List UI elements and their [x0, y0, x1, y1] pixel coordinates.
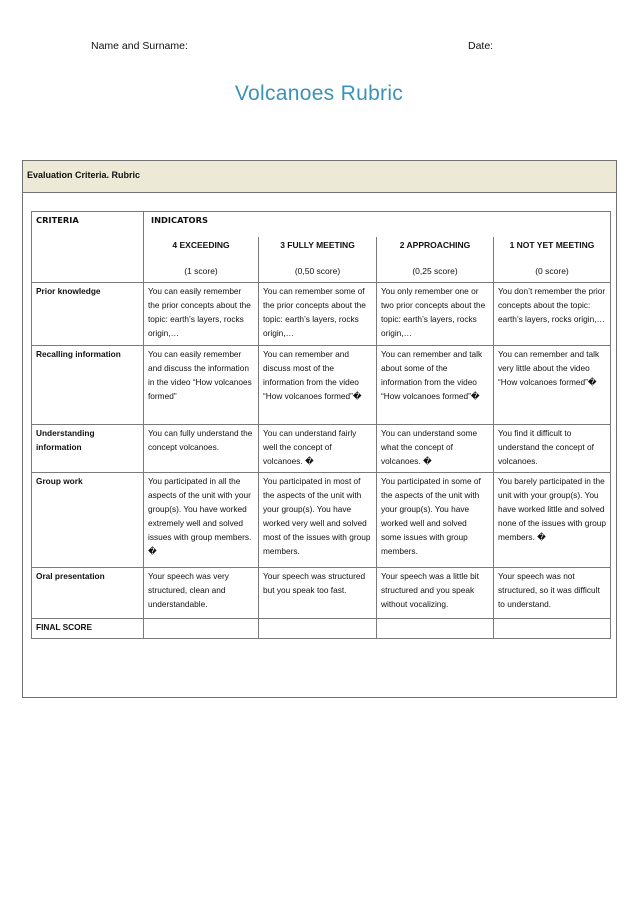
indicator-cell: You can understand some what the concept of volcanoes. �	[377, 425, 494, 473]
levels-row	[32, 237, 611, 283]
indicator-cell: You don’t remember the prior concepts about the topic: earth’s layers, rocks origin,…	[494, 283, 611, 346]
criterion-cell: Recalling information	[32, 346, 144, 425]
level-cell	[377, 237, 494, 283]
criteria-header: CRITERIA	[32, 212, 144, 237]
indicator-cell: You can remember some of the prior concepts about the topic: earth’s layers, rocks origin,…	[259, 283, 377, 346]
indicators-header: INDICATORS	[144, 212, 611, 237]
level-score: (0,25 score)	[412, 265, 458, 276]
final-score-label: FINAL SCORE	[32, 619, 144, 639]
table-row	[32, 473, 611, 568]
name-surname-label: Name and Surname:	[91, 40, 188, 52]
table-row	[32, 283, 611, 346]
rubric-box	[22, 160, 617, 698]
indicator-cell: You can easily remember the prior concepts about the topic: earth’s layers, rocks origin,…	[144, 283, 259, 346]
table-header-row	[32, 212, 611, 237]
indicator-cell: You participated in all the aspects of the unit with your group(s). You have worked extremely well and solved issues with group members. �	[144, 473, 259, 568]
levels-row-spacer	[32, 237, 144, 283]
indicator-cell: You can remember and discuss most of the information from the video “How volcanoes formed”�	[259, 346, 377, 425]
indicator-cell: Your speech was a little bit structured and you speak without vocalizing.	[377, 568, 494, 619]
level-name: 3 FULLY MEETING	[280, 239, 355, 250]
indicator-cell: You participated in some of the aspects of the unit with your group(s). You have worked well and solved some issues with group members.	[377, 473, 494, 568]
criterion-cell: Prior knowledge	[32, 283, 144, 346]
table-row	[32, 568, 611, 619]
table-row	[32, 425, 611, 473]
indicator-cell: Your speech was very structured, clean and understandable.	[144, 568, 259, 619]
indicator-cell: You can easily remember and discuss the information in the video “How volcanoes formed”	[144, 346, 259, 425]
level-name: 4 EXCEEDING	[172, 239, 230, 250]
final-score-cell	[259, 619, 377, 639]
level-score: (0,50 score)	[294, 265, 341, 276]
criterion-cell: Group work	[32, 473, 144, 568]
level-score: (1 score)	[184, 265, 218, 276]
indicator-cell: You find it difficult to understand the concept of volcanoes.	[494, 425, 611, 473]
level-score: (0 score)	[535, 265, 569, 276]
indicator-cell: You only remember one or two prior concepts about the topic: earth’s layers, rocks origin,…	[377, 283, 494, 346]
final-score-row	[32, 619, 611, 639]
criterion-cell: Understanding information	[32, 425, 144, 473]
level-name: 1 NOT YET MEETING	[509, 239, 595, 250]
indicator-cell: You can fully understand the concept volcanoes.	[144, 425, 259, 473]
indicator-cell: Your speech was structured but you speak too fast.	[259, 568, 377, 619]
indicator-cell: You can remember and talk about some of the information from the video “How volcanoes formed”�	[377, 346, 494, 425]
level-cell	[144, 237, 259, 283]
final-score-cell	[144, 619, 259, 639]
indicator-cell: You can remember and talk very little about the video “How volcanoes formed”�	[494, 346, 611, 425]
final-score-cell	[494, 619, 611, 639]
final-score-cell	[377, 619, 494, 639]
criterion-cell: Oral presentation	[32, 568, 144, 619]
level-name: 2 APPROACHING	[399, 239, 471, 250]
rubric-table	[31, 211, 611, 639]
date-label: Date:	[468, 40, 494, 52]
indicator-cell: You barely participated in the unit with your group(s). You have worked little and solved none of the issues with group members. �	[494, 473, 611, 568]
indicator-cell: You can understand fairly well the concept of volcanoes. �	[259, 425, 377, 473]
indicator-cell: Your speech was not structured, so it was difficult to understand.	[494, 568, 611, 619]
level-cell	[494, 237, 611, 283]
level-cell	[259, 237, 377, 283]
table-row	[32, 346, 611, 425]
box-title: Evaluation Criteria. Rubric	[23, 161, 616, 193]
indicator-cell: You participated in most of the aspects of the unit with your group(s). You have worked very well and solved most of the issues with group members.	[259, 473, 377, 568]
page-title: Volcanoes Rubric	[234, 82, 404, 105]
